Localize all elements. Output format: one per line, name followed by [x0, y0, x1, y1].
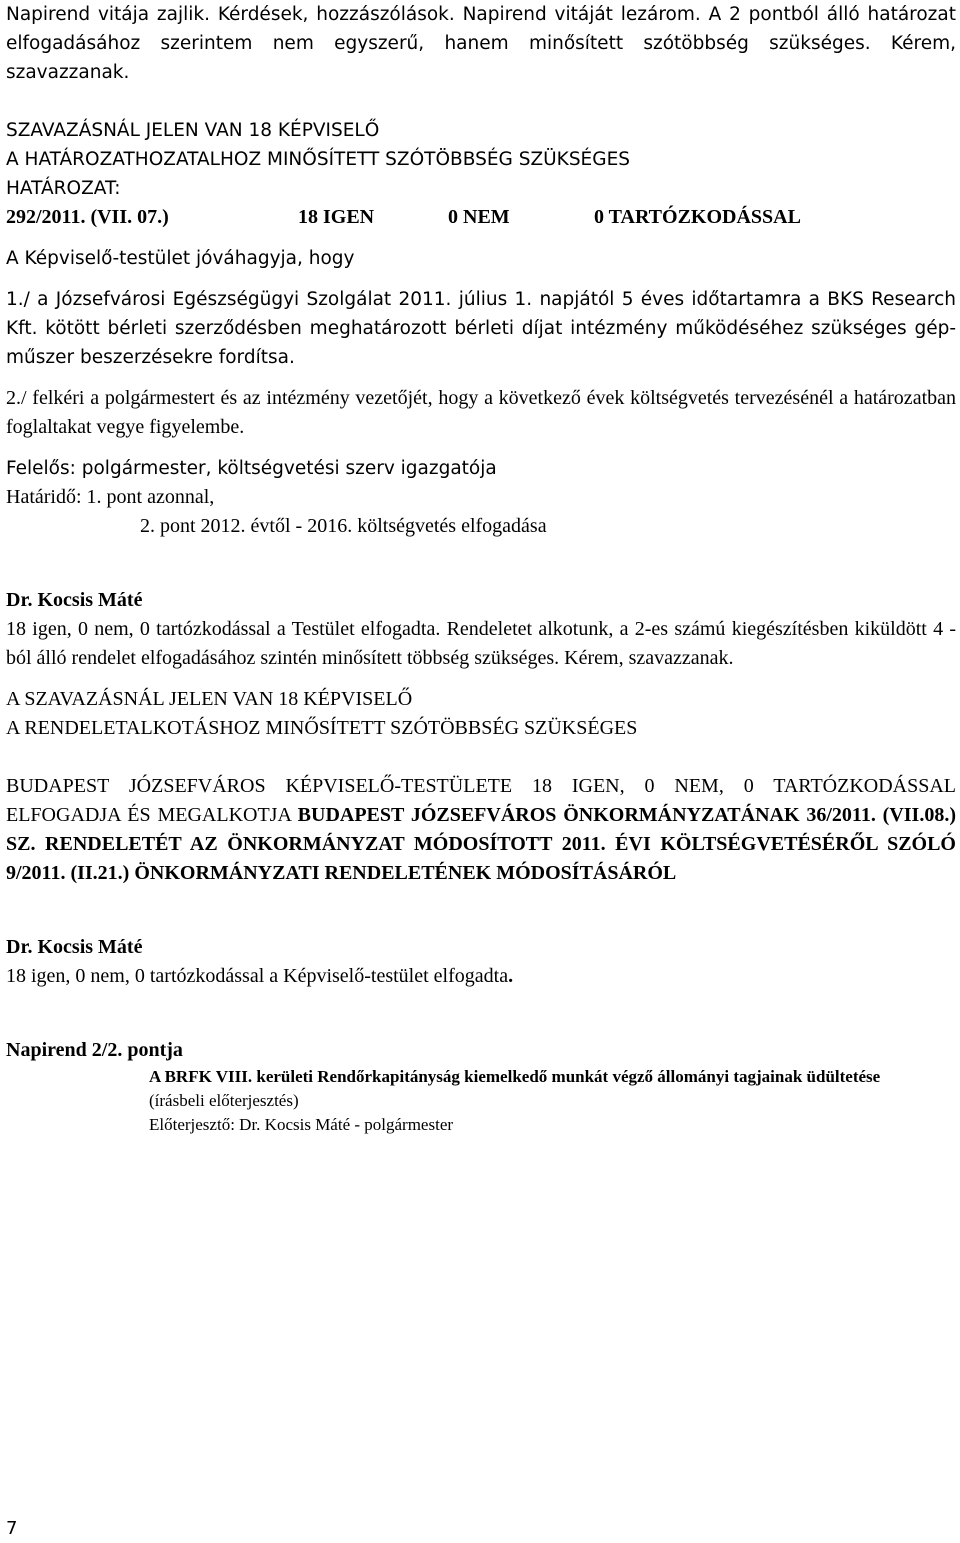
vote-result-line [6, 203, 956, 232]
resolution-preamble: A Képviselő-testület jóváhagyja, hogy [6, 248, 355, 269]
document-page [6, 0, 956, 1137]
vote-no: 0 NEM [448, 206, 510, 228]
ordinance-decision-plain: BUDAPEST JÓZSEFVÁROS KÉPVISELŐ-TESTÜLETE 18 IGEN, 0 NEM, 0 TARTÓZKODÁSSAL ELFOGADJA ÉS MEGALKOTJA [6, 775, 956, 826]
vote-yes: 18 IGEN [298, 206, 375, 228]
agenda-title: A BRFK VIII. kerületi Rendőrkapitányság kiemelkedő munkát végző állományi tagjainak üdültetése [149, 1067, 881, 1086]
resolution-number: 292/2011. (VII. 07.) [6, 206, 169, 228]
intro-paragraph: Napirend vitája zajlik. Kérdések, hozzászólások. Napirend vitáját lezárom. A 2 pontból álló határozat elfogadásához szerintem nem egyszerű, hanem minősített szótöbbség szükséges. Kérem, szavazzanak. [6, 4, 956, 83]
speaker-name: Dr. Kocsis Máté [6, 589, 143, 611]
vote-requirement: A RENDELETALKOTÁSHOZ MINŐSÍTETT SZÓTÖBBSÉG SZÜKSÉGES [6, 717, 638, 739]
resolution-item-1: 1./ a Józsefvárosi Egészségügyi Szolgálat 2011. július 1. napjától 5 éves időtartamra a BKS Research Kft. kötött bérleti szerződésben meghatározott bérleti díjat intézmény működéséhez szükséges gép-műszer beszerzésekre fordítsa. [6, 289, 956, 368]
resolution-item-2: 2./ felkéri a polgármestert és az intézmény vezetőjét, hogy a következő évek költségvetés tervezésénél a határozatban foglaltakat vegye figyelembe. [6, 387, 956, 438]
agenda-type: (írásbeli előterjesztés) [149, 1091, 299, 1110]
speech-text: 18 igen, 0 nem, 0 tartózkodással a Képviselő-testület elfogadta. [6, 965, 514, 987]
responsible: Felelős: polgármester, költségvetési szerv igazgatója [6, 458, 497, 479]
agenda-presenter: Előterjesztő: Dr. Kocsis Máté - polgármester [149, 1115, 454, 1134]
page-number: 7 [6, 1518, 18, 1539]
vote-abstain: 0 TARTÓZKODÁSSAL [594, 206, 801, 228]
vote-requirement: A HATÁROZATHOZATALHOZ MINŐSÍTETT SZÓTÖBBSÉG SZÜKSÉGES [6, 149, 631, 170]
ordinance-decision [6, 772, 956, 888]
deadline-2: 2. pont 2012. évtől - 2016. költségvetés elfogadása [140, 515, 547, 537]
deadline-1: Határidő: 1. pont azonnal, [6, 486, 215, 508]
ordinance-title: BUDAPEST JÓZSEFVÁROS ÖNKORMÁNYZATÁNAK 36/2011. (VII.08.) SZ. RENDELETÉT AZ ÖNKORMÁNYZAT MÓDOSÍTOTT 2011. ÉVI KÖLTSÉGVETÉSÉRŐL SZÓLÓ 9/2011. (II.21.) ÖNKORMÁNYZATI RENDELETÉNEK MÓDOSÍTÁSÁRÓL [6, 804, 956, 884]
resolution-label: HATÁROZAT: [6, 178, 121, 199]
agenda-heading: Napirend 2/2. pontja [6, 1039, 183, 1061]
vote-present: A SZAVAZÁSNÁL JELEN VAN 18 KÉPVISELŐ [6, 688, 413, 710]
vote-present: SZAVAZÁSNÁL JELEN VAN 18 KÉPVISELŐ [6, 120, 380, 141]
vote-block-1 [6, 116, 956, 232]
speaker-name: Dr. Kocsis Máté [6, 936, 143, 958]
agenda-details [149, 1065, 956, 1137]
speech-text: 18 igen, 0 nem, 0 tartózkodással a Testület elfogadta. Rendeletet alkotunk, a 2-es számú kiegészítésben kiküldött 4 -ból álló rendelet elfogadásához szintén minősített többség szükséges. Kérem, szavazzanak. [6, 618, 956, 669]
